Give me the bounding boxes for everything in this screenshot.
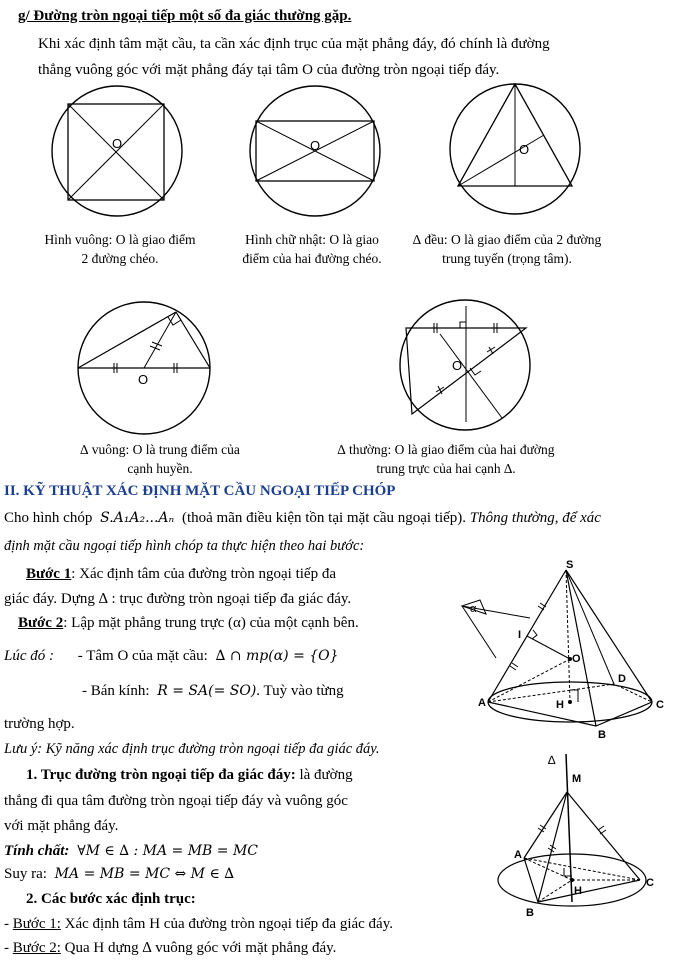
square-figure (50, 84, 184, 218)
property-math: ∀M ∈ ∆ : MA = MB = MC (77, 843, 259, 859)
pyramid-figure-1 (458, 558, 668, 748)
rectangle-figure (248, 84, 382, 218)
intro-line-1: Khi xác định tâm mặt cầu, ta cần xác định trục của mặt phẳng đáy, đó chính là đường (38, 36, 550, 52)
property-label: Tính chất: (4, 843, 70, 859)
step-1-cont: giác đáy. Dựng ∆ : trục đường tròn ngoại tiếp đa giác đáy. (4, 591, 352, 607)
infer-label: Suy ra: (4, 866, 47, 882)
step-2 (18, 615, 359, 632)
note-line: Lưu ý: Kỹ năng xác định trục đường tròn ngoại tiếp đa giác đáy. (4, 741, 380, 757)
infer-math: MA = MB = MC ⇔ M ∈ ∆ (54, 866, 235, 882)
label-delta: ∆ (548, 753, 556, 767)
line1-start: Cho hình chóp (4, 510, 93, 526)
step-1 (26, 566, 336, 583)
label-m: M (572, 773, 582, 785)
label-o: O (572, 653, 581, 665)
center-text: - Tâm O của mặt cầu: (77, 648, 208, 664)
intro-line-2: thẳng vuông góc với mặt phẳng đáy tại tâm O của đường tròn ngoại tiếp đáy. (38, 62, 500, 78)
axis-step-2-label: Bước 2: (12, 940, 61, 956)
line1-condition: (thoả mãn điều kiện tồn tại mặt cầu ngoại tiếp). (181, 510, 467, 526)
property-line (4, 843, 258, 860)
axis-line-3: với mặt phẳng đáy. (4, 818, 119, 834)
rectangle-caption: Hình chữ nhật: O là giao điểm của hai đường chéo. (242, 232, 382, 266)
equilateral-caption: ∆ đều: O là giao điểm của 2 đường trung tuyến (trọng tâm). (412, 232, 602, 266)
equilateral-figure (448, 82, 582, 216)
radius-cont: trường hợp. (4, 716, 75, 732)
steps-heading: 2. Các bước xác định trục: (26, 891, 196, 907)
square-caption: Hình vuông: O là giao điểm 2 đường chéo. (44, 232, 196, 266)
axis-step-2: - Bước 2: Qua H dựng ∆ vuông góc với mặt phẳng đáy. (4, 940, 337, 956)
square-center-label: O (112, 136, 123, 151)
infer-line (4, 866, 234, 883)
center-math: ∆ ∩ mp(α) = {O} (215, 648, 339, 664)
radius-math: R = SA(= SO) (157, 683, 257, 699)
axis-text: là đường (295, 767, 353, 783)
scalene-figure (398, 298, 532, 432)
label-i: I (518, 629, 522, 641)
label-c: C (656, 699, 664, 711)
axis-step-1-text: Xác định tâm H của đường tròn ngoại tiếp đa giác đáy. (64, 916, 393, 932)
step-2-text: : Lập mặt phẳng trung trực (α) của một cạnh bên. (63, 615, 359, 631)
step-2-label: Bước 2 (18, 615, 64, 631)
label-h2: H (574, 885, 582, 897)
equilateral-center-label: O (519, 142, 530, 157)
axis-step-1-label: Bước 1: (12, 916, 61, 932)
radius-text: - Bán kính: (82, 683, 150, 699)
label-b2: B (526, 907, 534, 919)
right-triangle-figure (76, 300, 212, 436)
section-title: g/ Đường tròn ngoại tiếp một số đa giác thường gặp. (18, 8, 352, 24)
section-2-line-2: định mặt cầu ngoại tiếp hình chóp ta thực hiện theo hai bước: (4, 538, 365, 554)
center-line (4, 648, 339, 665)
label-a2: A (514, 849, 522, 861)
axis-heading: 1. Trục đường tròn ngoại tiếp đa giác đáy: (26, 767, 296, 783)
step-1-label: Bước 1 (26, 566, 72, 582)
section-2-heading: II. KỸ THUẬT XÁC ĐỊNH MẶT CẦU NGOẠI TIẾP CHÓP (4, 483, 396, 499)
pyramid-figure-2 (494, 752, 674, 922)
radius-line (82, 683, 344, 700)
label-alpha: α (470, 603, 477, 615)
label-a: A (478, 697, 486, 709)
label-d: D (618, 673, 626, 685)
axis-line-2: thẳng đi qua tâm đường tròn ngoại tiếp đáy và vuông góc (4, 793, 348, 809)
scalene-center-label: O (452, 358, 463, 373)
right-center-label: O (138, 372, 149, 387)
step-1-text: : Xác định tâm của đường tròn ngoại tiếp đa (71, 566, 336, 582)
label-c2: C (646, 877, 654, 889)
section-2-line-1 (4, 510, 601, 527)
axis-step-1: - Bước 1: Xác định tâm H của đường tròn ngoại tiếp đa giác đáy. (4, 916, 393, 932)
radius-tail: . Tuỳ vào từng (256, 683, 344, 699)
line1-usually: Thông thường, để xác (469, 510, 601, 526)
axis-step-2-text: Qua H dựng ∆ vuông góc với mặt phẳng đáy. (64, 940, 337, 956)
scalene-caption: ∆ thường: O là giao điểm của hai đường trung trực của hai cạnh ∆. (337, 442, 555, 476)
label-b: B (598, 729, 606, 741)
right-caption: ∆ vuông: O là trung điểm của cạnh huyền. (80, 442, 240, 476)
label-h: H (556, 699, 564, 711)
rectangle-center-label: O (310, 138, 321, 153)
pyramid-name: S.A₁A₂...Aₙ (100, 510, 175, 526)
when-label: Lúc đó : (4, 648, 54, 664)
label-s: S (566, 559, 574, 571)
axis-line-1 (26, 767, 353, 784)
